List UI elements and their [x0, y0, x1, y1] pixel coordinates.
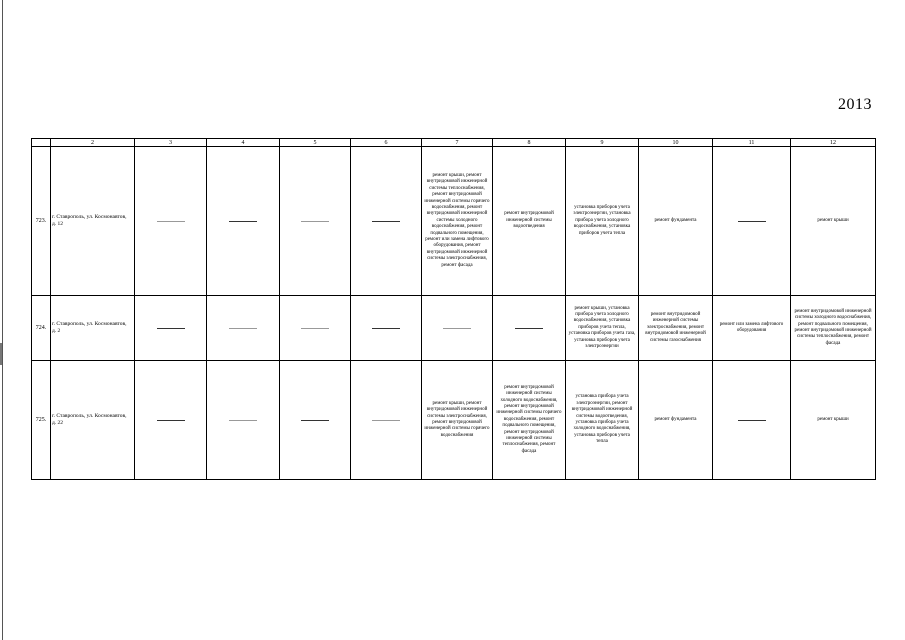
column-header: 10 — [639, 139, 713, 147]
dash-cell — [351, 361, 422, 480]
column-header: 6 — [351, 139, 422, 147]
column-header: 9 — [566, 139, 639, 147]
repair-schedule-table — [31, 138, 876, 480]
row-number: 724. — [32, 296, 51, 361]
work-cell — [791, 296, 876, 361]
empty-dash — [301, 221, 329, 222]
row-number: 723. — [32, 147, 51, 296]
empty-dash — [229, 221, 257, 222]
column-header: 5 — [280, 139, 351, 147]
dash-cell — [280, 296, 351, 361]
work-cell — [791, 361, 876, 480]
table-row — [32, 296, 876, 361]
work-text: ремонт крыши — [817, 217, 849, 223]
work-cell — [566, 296, 639, 361]
dash-cell — [351, 147, 422, 296]
empty-dash — [738, 221, 766, 222]
dash-cell — [713, 361, 791, 480]
work-cell — [791, 147, 876, 296]
dash-cell — [713, 147, 791, 296]
work-text: ремонт или замена лифтового оборудования — [719, 321, 784, 333]
dash-cell — [207, 147, 280, 296]
empty-dash — [372, 420, 400, 421]
address-cell — [51, 147, 135, 296]
empty-dash — [372, 221, 400, 222]
scan-page-edge — [2, 0, 3, 640]
dash-cell — [207, 361, 280, 480]
work-cell — [493, 361, 566, 480]
work-text: ремонт внутридомовой инженерной системы холодного водоснабжения, ремонт подвального помещения, ремонт внутридомовой инженерной системы теплоснабжения, ремонт фасада — [794, 308, 872, 346]
column-header: 2 — [51, 139, 135, 147]
work-text: ремонт фундамента — [654, 217, 697, 223]
address-cell — [51, 361, 135, 480]
dash-cell — [280, 361, 351, 480]
empty-dash — [372, 328, 400, 329]
work-cell — [566, 147, 639, 296]
work-cell — [639, 147, 713, 296]
work-text: установка приборов учета электроэнергии, установка прибора учета холодного водоснабжения, установка приборов учета тепла — [573, 204, 631, 236]
header-row — [32, 139, 876, 147]
empty-dash — [301, 420, 329, 421]
work-text: ремонт внутридомовой инженерной системы электроснабжения, ремонт внутридомовой инженерной системы газоснабжения — [645, 311, 706, 343]
empty-dash — [157, 221, 185, 222]
address-text: г. Ставрополь, ул. Космонавтов, д. 22 — [52, 413, 127, 426]
dash-cell — [351, 296, 422, 361]
work-cell — [639, 296, 713, 361]
empty-dash — [443, 328, 471, 329]
empty-dash — [229, 328, 257, 329]
work-text: ремонт крыши — [817, 416, 849, 422]
table-row — [32, 361, 876, 480]
page-number: 2013 — [838, 96, 872, 113]
dash-cell — [135, 361, 207, 480]
address-text: г. Ставрополь, ул. Космонавтов, д. 12 — [52, 214, 127, 227]
empty-dash — [515, 328, 543, 329]
work-text: ремонт внутридомовой инженерной системы холодного водоснабжения, ремонт внутридомовой инженерной системы горячего водоснабжения, ремонт подвального помещения, ремонт внутридомовой инженерной системы теплоснабжения, ремонт фасада — [496, 384, 562, 454]
dash-cell — [207, 296, 280, 361]
work-text: ремонт внутридомовой инженерной системы водоотведения — [504, 211, 554, 230]
empty-dash — [157, 328, 185, 329]
work-cell — [639, 361, 713, 480]
dash-cell — [493, 296, 566, 361]
work-text: ремонт фундамента — [654, 416, 697, 422]
work-text: ремонт крыши, ремонт внутридомовой инженерной системы электроснабжения, ремонт внутридомовой инженерной системы горячего водоснабжения — [424, 400, 490, 438]
column-header: 4 — [207, 139, 280, 147]
dash-cell — [422, 296, 493, 361]
work-cell — [422, 147, 493, 296]
table-row — [32, 147, 876, 296]
work-text: установка прибора учета электроэнергии, ремонт внутридомовой инженерной системы водоотведения, установка прибора учета холодного водоснабжения, установка приборов учета тепла — [571, 394, 633, 445]
dash-cell — [135, 147, 207, 296]
address-text: г. Ставрополь, ул. Космонавтов, д. 2 — [52, 321, 127, 334]
empty-dash — [229, 420, 257, 421]
work-text: ремонт крыши, установка прибора учета холодного водоснабжения, установка приборов учета тепла, установка приборов учета газа, установка приборов учета электроэнергии — [568, 305, 636, 350]
dash-cell — [280, 147, 351, 296]
column-header: 11 — [713, 139, 791, 147]
work-text: ремонт крыши, ремонт внутридомовой инженерной системы теплоснабжения, ремонт внутридомовой инженерной системы горячего водоснабжения, ремонт внутридомовой инженерной системы холодного водоснабжения, ремонт подвального помещения, ремонт или замена лифтового оборудования, ремонт внутридомовой инженерной системы электроснабжения, ремонт фасада — [424, 172, 490, 268]
dash-cell — [135, 296, 207, 361]
empty-dash — [301, 328, 329, 329]
column-header: 3 — [135, 139, 207, 147]
work-cell — [493, 147, 566, 296]
empty-dash — [157, 420, 185, 421]
column-header: 12 — [791, 139, 876, 147]
work-cell — [566, 361, 639, 480]
address-cell — [51, 296, 135, 361]
work-cell — [713, 296, 791, 361]
column-header — [32, 139, 51, 147]
column-header: 7 — [422, 139, 493, 147]
empty-dash — [738, 420, 766, 421]
work-cell — [422, 361, 493, 480]
column-header: 8 — [493, 139, 566, 147]
scan-margin-mark — [0, 343, 2, 365]
row-number: 725. — [32, 361, 51, 480]
